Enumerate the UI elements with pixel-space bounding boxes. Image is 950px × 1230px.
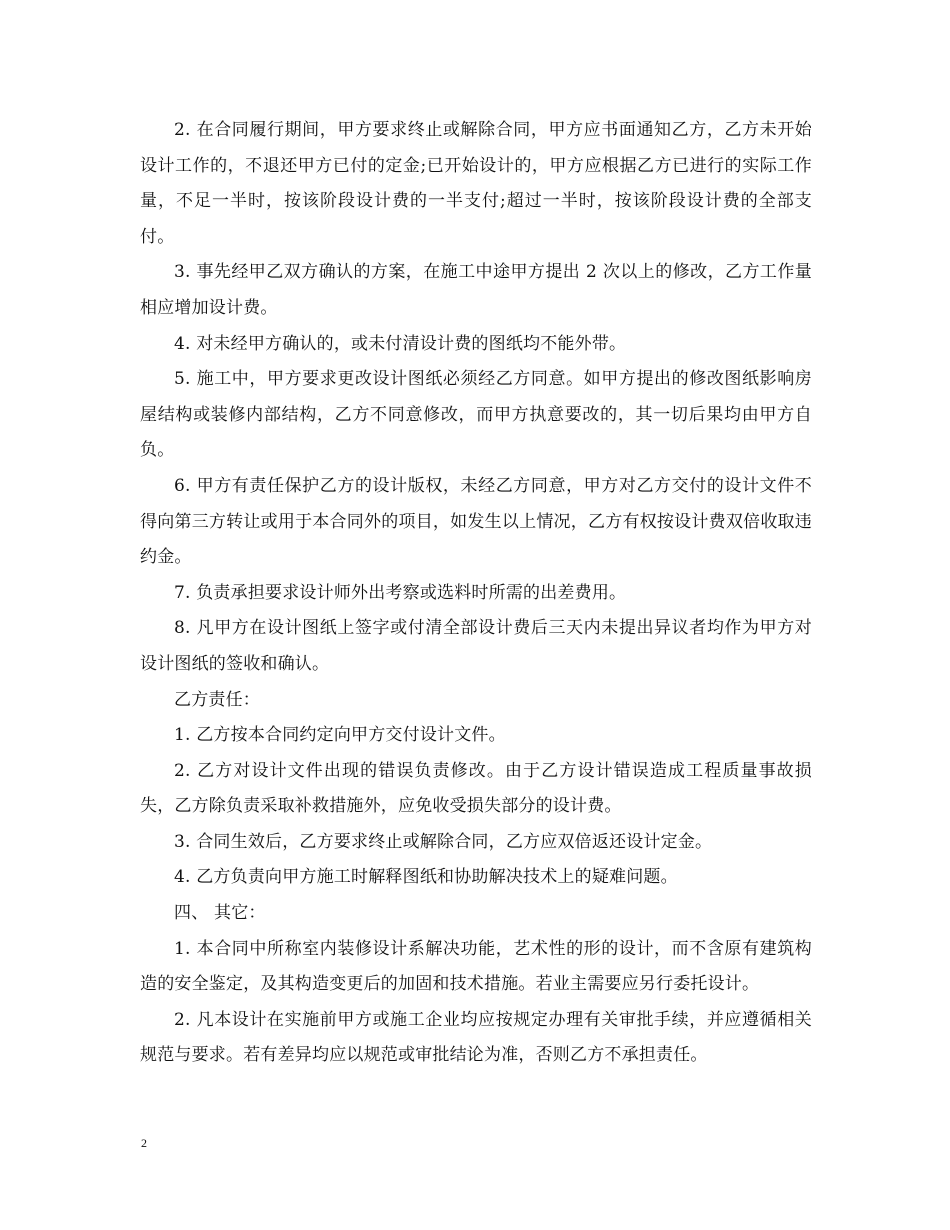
clause-paragraph: 3. 合同生效后，乙方要求终止或解除合同，乙方应双倍返还设计定金。 xyxy=(174,831,713,852)
clause-paragraph: 4. 对未经甲方确认的，或未付清设计费的图纸均不能外带。 xyxy=(174,333,627,354)
clause-paragraph: 7. 负责承担要求设计师外出考察或选料时所需的出差费用。 xyxy=(174,582,627,603)
document-body xyxy=(140,113,812,1074)
clause-paragraph: 3. 事先经甲乙双方确认的方案，在施工中途甲方提出 2 次以上的修改，乙方工作量相应增加设计费。 xyxy=(140,262,812,318)
clause-paragraph: 8. 凡甲方在设计图纸上签字或付清全部设计费后三天内未提出异议者均作为甲方对设计图纸的签收和确认。 xyxy=(140,618,812,674)
page-number: 2 xyxy=(141,1136,147,1150)
clause-paragraph: 4. 乙方负责向甲方施工时解释图纸和协助解决技术上的疑难问题。 xyxy=(174,867,678,888)
clause-paragraph: 2. 乙方对设计文件出现的错误负责修改。由于乙方设计错误造成工程质量事故损失，乙方除负责采取补救措施外，应免收受损失部分的设计费。 xyxy=(140,760,812,817)
clause-paragraph: 1. 本合同中所称室内装修设计系解决功能，艺术性的形的设计，而不含原有建筑构造的安全鉴定，及其构造变更后的加固和技术措施。若业主需要应另行委托设计。 xyxy=(140,938,812,995)
clause-paragraph: 6. 甲方有责任保护乙方的设计版权，未经乙方同意，甲方对乙方交付的设计文件不得向第三方转让或用于本合同外的项目，如发生以上情况，乙方有权按设计费双倍收取违约金。 xyxy=(140,475,812,568)
clause-paragraph: 2. 凡本设计在实施前甲方或施工企业均应按规定办理有关审批手续，并应遵循相关规范与要求。若有差异均应以规范或审批结论为准，否则乙方不承担责任。 xyxy=(140,1009,812,1066)
clause-paragraph: 1. 乙方按本合同约定向甲方交付设计文件。 xyxy=(174,725,506,746)
clause-paragraph: 5. 施工中，甲方要求更改设计图纸必须经乙方同意。如甲方提出的修改图纸影响房屋结构或装修内部结构，乙方不同意修改，而甲方执意要改的，其一切后果均由甲方自负。 xyxy=(140,369,812,461)
section-heading: 乙方责任： xyxy=(174,689,260,710)
section-heading: 四、 其它： xyxy=(174,903,266,924)
clause-paragraph: 2. 在合同履行期间，甲方要求终止或解除合同，甲方应书面通知乙方，乙方未开始设计工作的，不退还甲方已付的定金;已开始设计的，甲方应根据乙方已进行的实际工作量，不足一半时，按该阶段设计费的一半支付;超过一半时，按该阶段设计费的全部支付。 xyxy=(140,120,812,247)
